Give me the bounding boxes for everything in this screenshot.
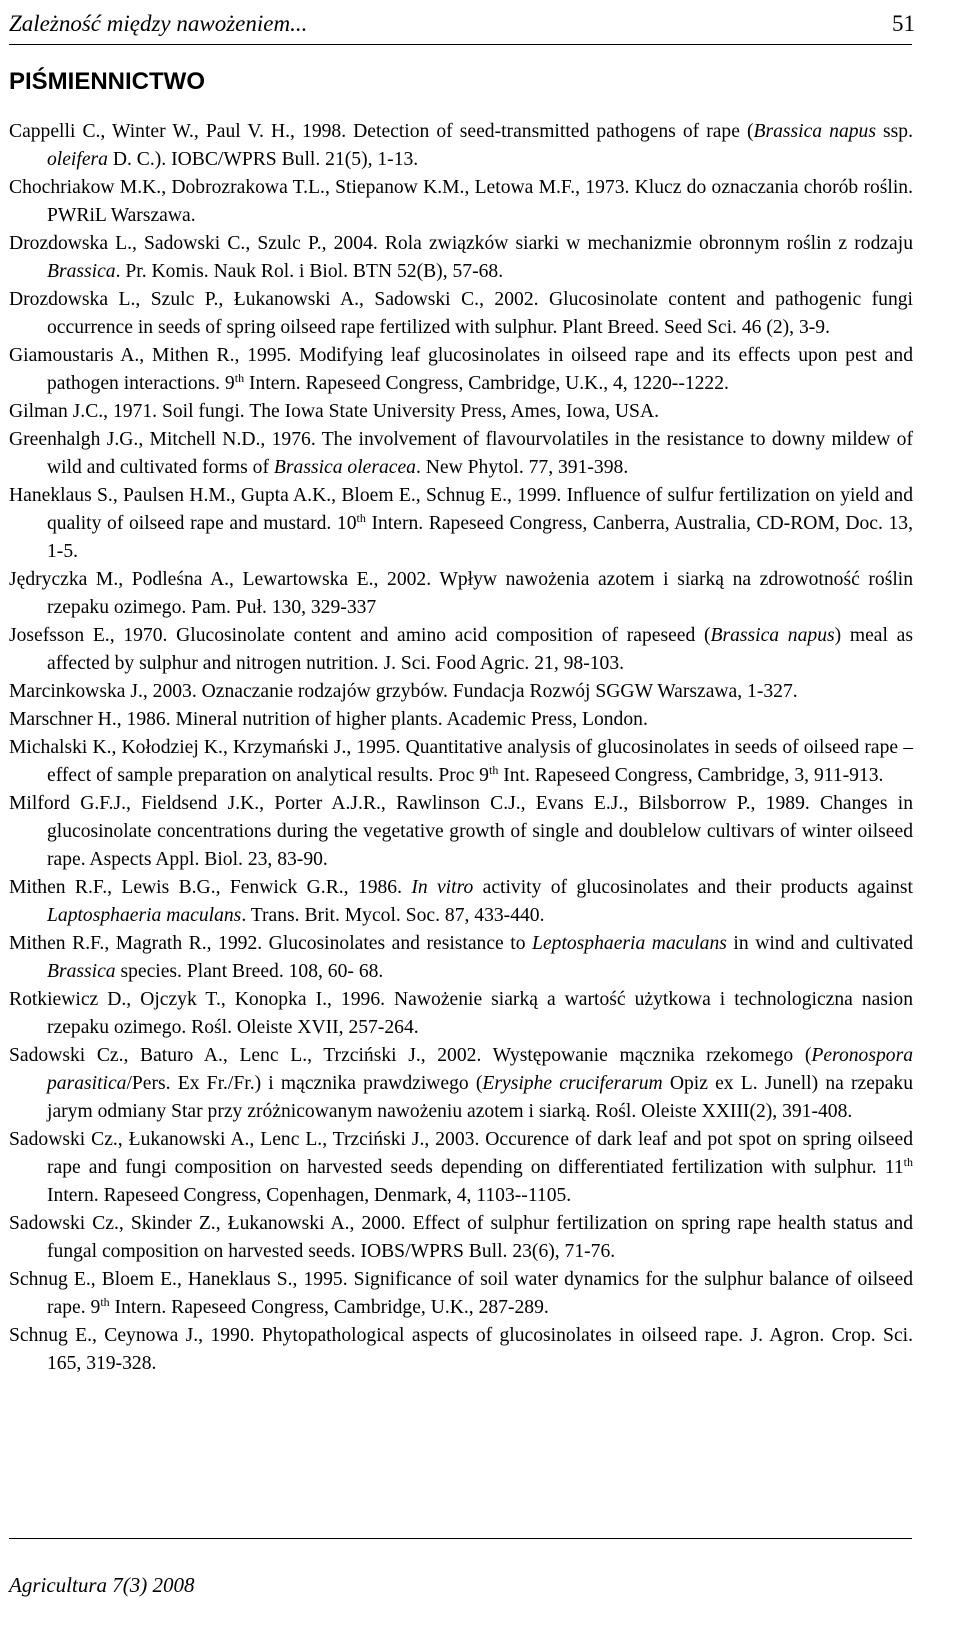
- reference-item: [9, 342, 913, 398]
- reference-text: Intern. Rapeseed Congress, Cambridge, U.K., 4, 1220--1222.: [244, 373, 729, 394]
- italic-text: Erysiphe cruciferarum: [482, 1073, 663, 1094]
- reference-text: Marcinkowska J., 2003. Oznaczanie rodzajów grzybów. Fundacja Rozwój SGGW Warszawa, 1-327.: [9, 681, 798, 702]
- reference-item: [9, 1210, 913, 1266]
- reference-text: Intern. Rapeseed Congress, Canberra, Australia, CD-ROM, Doc. 13, 1-5.: [47, 513, 913, 562]
- italic-text: Brassica oleracea: [273, 457, 416, 478]
- footer-rule: [9, 1538, 912, 1539]
- reference-item: [9, 230, 913, 286]
- reference-text: Greenhalgh J.G., Mitchell N.D., 1976. The involvement of flavourvolatiles in the resistance to downy mildew of wild and cultivated forms of: [9, 429, 913, 478]
- italic-text: Brassica: [47, 261, 116, 282]
- superscript-text: th: [356, 511, 366, 525]
- reference-item: [9, 398, 913, 426]
- footer-journal: Agricultura 7(3) 2008: [9, 1573, 195, 1597]
- reference-item: [9, 482, 913, 566]
- reference-text: ) meal as affected by sulphur and nitrogen nutrition. J. Sci. Food Agric. 21, 98-103.: [47, 625, 913, 674]
- reference-item: [9, 1322, 913, 1378]
- page-number: 51: [892, 11, 915, 36]
- reference-text: Giamoustaris A., Mithen R., 1995. Modifying leaf glucosinolates in oilseed rape and its effects upon pest and pathogen interactions. 9: [9, 345, 913, 394]
- reference-item: [9, 426, 913, 482]
- reference-text: Marschner H., 1986. Mineral nutrition of higher plants. Academic Press, London.: [9, 709, 648, 730]
- superscript-text: th: [234, 371, 245, 385]
- superscript-text: th: [488, 763, 499, 777]
- reference-text: Cappelli C., Winter W., Paul V. H., 1998. Detection of seed-transmitted pathogens of rape (: [9, 121, 754, 142]
- reference-text: Milford G.F.J., Fieldsend J.K., Porter A.J.R., Rawlinson C.J., Evans E.J., Bilsborrow P., 1989. Changes in glucosinolate concentrations during the vegetative growth of single and doublelow cultivars of winter oilseed rape. Aspects Appl. Biol. 23, 83-90.: [9, 793, 913, 870]
- reference-item: [9, 622, 913, 678]
- reference-text: Schnug E., Bloem E., Haneklaus S., 1995. Significance of soil water dynamics for the sulphur balance of oilseed rape. 9: [9, 1269, 913, 1318]
- reference-text: Int. Rapeseed Congress, Cambridge, 3, 911-913.: [498, 765, 884, 786]
- page-header: [9, 6, 915, 42]
- reference-text: . Pr. Komis. Nauk Rol. i Biol. BTN 52(B), 57-68.: [115, 261, 504, 282]
- reference-text: Sadowski Cz., Baturo A., Lenc L., Trzciński J., 2002. Występowanie mącznika rzekomego (: [9, 1045, 812, 1066]
- reference-item: [9, 174, 913, 230]
- reference-text: Mithen R.F., Magrath R., 1992. Glucosinolates and resistance to: [9, 933, 533, 954]
- reference-text: Rotkiewicz D., Ojczyk T., Konopka I., 1996. Nawożenie siarką a wartość użytkowa i technologiczna nasion rzepaku ozimego. Rośl. Oleiste XVII, 257-264.: [9, 989, 913, 1038]
- reference-text: Gilman J.C., 1971. Soil fungi. The Iowa State University Press, Ames, Iowa, USA.: [9, 401, 659, 422]
- reference-item: [9, 706, 913, 734]
- italic-text: Laptosphaeria maculans: [47, 905, 242, 926]
- reference-list: [9, 118, 913, 1378]
- reference-text: Jędryczka M., Podleśna A., Lewartowska E., 2002. Wpływ nawożenia azotem i siarką na zdrowotność roślin rzepaku ozimego. Pam. Puł. 130, 329-337: [9, 569, 913, 618]
- reference-text: activity of glucosinolates and their products against: [473, 877, 913, 898]
- italic-text: oleifera: [47, 149, 108, 170]
- italic-text: Brassica: [47, 961, 116, 982]
- reference-item: [9, 1266, 913, 1322]
- reference-item: [9, 678, 913, 706]
- italic-text: Leptosphaeria maculans: [532, 933, 727, 954]
- italic-text: Brassica napus: [710, 625, 835, 646]
- reference-text: species. Plant Breed. 108, 60- 68.: [115, 961, 384, 982]
- section-title: PIŚMIENNICTWO: [9, 68, 205, 95]
- italic-text: Brassica napus: [753, 121, 876, 142]
- reference-text: Michalski K., Kołodziej K., Krzymański J., 1995. Quantitative analysis of glucosinolates in seeds of oilseed rape – effect of sample preparation on analytical results. Proc 9: [9, 737, 913, 786]
- reference-text: Josefsson E., 1970. Glucosinolate content and amino acid composition of rapeseed (: [9, 625, 711, 646]
- reference-item: [9, 986, 913, 1042]
- reference-item: [9, 734, 913, 790]
- reference-text: Opiz ex L. Junell) na rzepaku jarym odmiany Star przy zróżnicowanym nawożeniu azotem i siarką. Rośl. Oleiste XXIII(2), 391-408.: [47, 1073, 913, 1122]
- reference-text: D. C.). IOBC/WPRS Bull. 21(5), 1-13.: [107, 149, 419, 170]
- reference-item: [9, 1042, 913, 1126]
- reference-item: [9, 930, 913, 986]
- reference-text: Chochriakow M.K., Dobrozrakowa T.L., Stiepanow K.M., Letowa M.F., 1973. Klucz do oznaczania chorób roślin. PWRiL Warszawa.: [9, 177, 913, 226]
- reference-item: [9, 118, 913, 174]
- reference-text: /Pers. Ex Fr./Fr.) i mącznika prawdziwego (: [126, 1073, 483, 1094]
- reference-item: [9, 286, 913, 342]
- running-title: Zależność między nawożeniem...: [9, 11, 308, 36]
- reference-text: . New Phytol. 77, 391-398.: [415, 457, 629, 478]
- reference-text: Haneklaus S., Paulsen H.M., Gupta A.K., Bloem E., Schnug E., 1999. Influence of sulfur fertilization on yield and quality of oilseed rape and mustard. 10: [9, 485, 913, 534]
- reference-text: . Trans. Brit. Mycol. Soc. 87, 433-440.: [241, 905, 545, 926]
- reference-text: Intern. Rapeseed Congress, Copenhagen, Denmark, 4, 1103--1105.: [47, 1185, 572, 1206]
- italic-text: Peronospora parasitica: [47, 1045, 913, 1094]
- reference-item: [9, 566, 913, 622]
- italic-text: In vitro: [411, 877, 474, 898]
- header-rule: [9, 44, 912, 45]
- reference-item: [9, 1126, 913, 1210]
- reference-text: Drozdowska L., Szulc P., Łukanowski A., Sadowski C., 2002. Glucosinolate content and pathogenic fungi occurrence in seeds of spring oilseed rape fertilized with sulphur. Plant Breed. Seed Sci. 46 (2), 3-9.: [9, 289, 913, 338]
- reference-item: [9, 790, 913, 874]
- superscript-text: th: [903, 1155, 913, 1169]
- reference-text: Intern. Rapeseed Congress, Cambridge, U.K., 287-289.: [109, 1297, 549, 1318]
- reference-item: [9, 874, 913, 930]
- reference-text: Mithen R.F., Lewis B.G., Fenwick G.R., 1986.: [9, 877, 412, 898]
- superscript-text: th: [100, 1295, 110, 1309]
- reference-text: Sadowski Cz., Skinder Z., Łukanowski A., 2000. Effect of sulphur fertilization on spring rape health status and fungal composition on harvested seeds. IOBS/WPRS Bull. 23(6), 71-76.: [9, 1213, 913, 1262]
- reference-text: in wind and cultivated: [726, 933, 913, 954]
- reference-text: Drozdowska L., Sadowski C., Szulc P., 2004. Rola związków siarki w mechanizmie obronnym roślin z rodzaju: [9, 233, 913, 254]
- reference-text: Sadowski Cz., Łukanowski A., Lenc L., Trzciński J., 2003. Occurence of dark leaf and pot spot on spring oilseed rape and fungi composition on harvested seeds depending on differentiated fertilization with sulphur. 11: [9, 1129, 913, 1178]
- reference-text: Schnug E., Ceynowa J., 1990. Phytopathological aspects of glucosinolates in oilseed rape. J. Agron. Crop. Sci. 165, 319-328.: [9, 1325, 913, 1374]
- reference-text: ssp.: [875, 121, 913, 142]
